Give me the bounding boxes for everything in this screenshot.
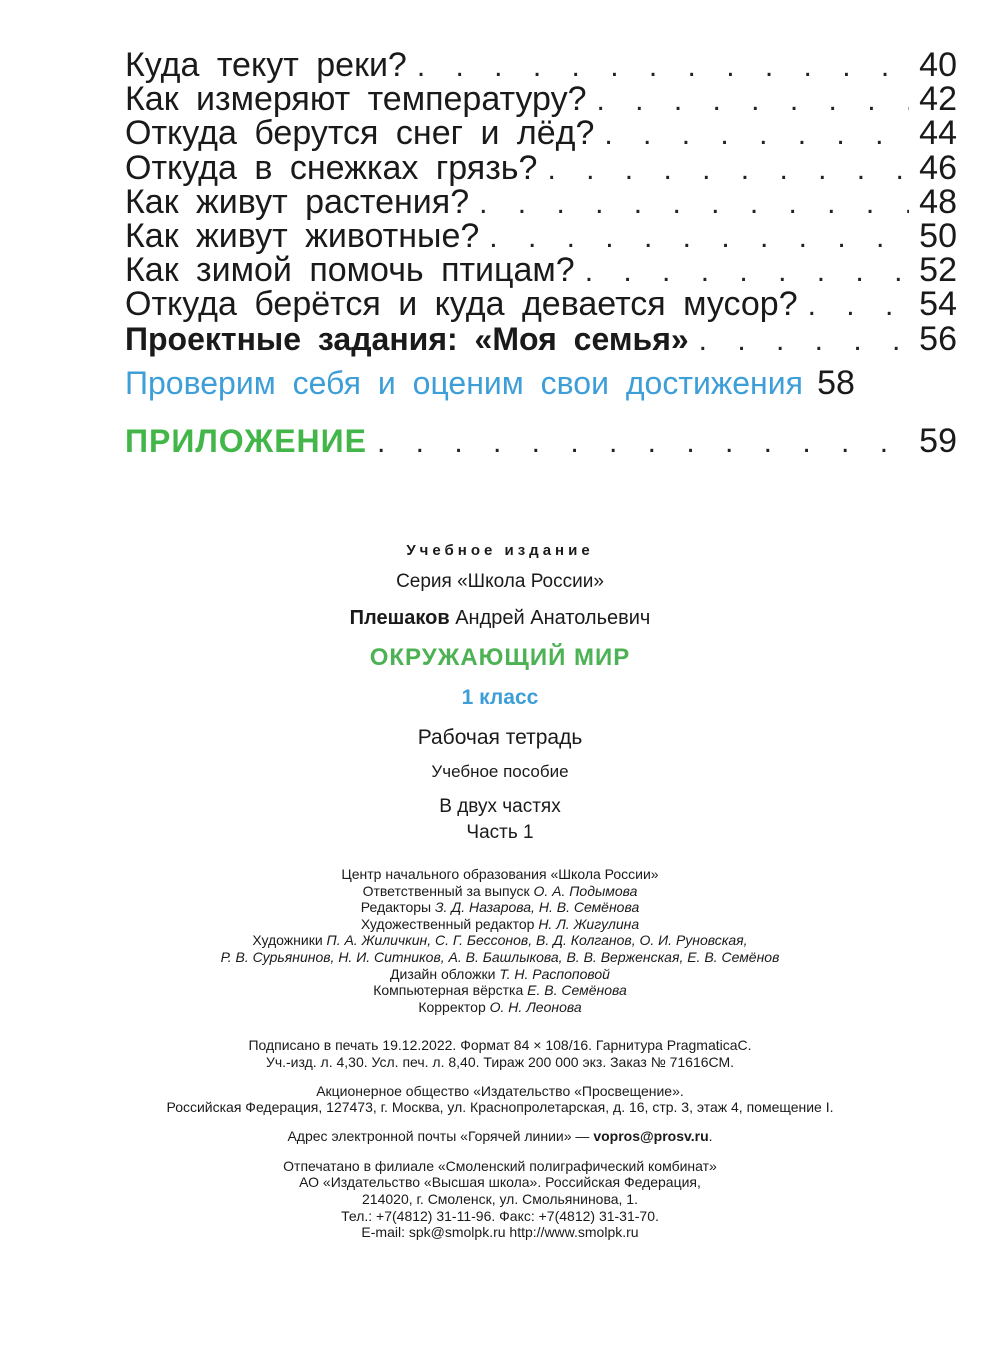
book-category: Учебное пособие: [431, 762, 569, 781]
printer-line: 214020, г. Смоленск, ул. Смольянинова, 1.: [362, 1190, 638, 1207]
toc-entry-appendix: [125, 421, 957, 468]
subject-title: ОКРУЖАЮЩИЙ МИР: [369, 644, 631, 671]
printer-line: E-mail: spk@smolpk.ru http://www.smolpk.ru: [361, 1224, 639, 1241]
toc-entry-page: 40: [919, 46, 957, 84]
dot-leader: [604, 118, 909, 152]
print-line: Уч.-изд. л. 4,30. Усл. печ. л. 8,40. Тираж 200 000 экз. Заказ № 71616СМ.: [265, 1053, 735, 1070]
toc-entry: [125, 285, 957, 324]
toc-entry: [125, 148, 957, 187]
credit-line: [0, 966, 1000, 983]
print-line: Подписано в печать 19.12.2022. Формат 84 × 108/16. Гарнитура PragmaticaC.: [248, 1037, 752, 1054]
toc-entry-title: Как живут животные?: [125, 216, 480, 255]
toc-entry-title: Откуда берутся снег и лёд?: [125, 114, 595, 153]
credit-line: [0, 883, 1000, 900]
part-number: Часть 1: [466, 822, 534, 843]
email-address: vopros@prosv.ru: [593, 1127, 709, 1144]
toc-entry-title: Проектные задания: «Моя семья»: [125, 320, 689, 357]
toc-entry-title: Откуда берётся и куда девается мусор?: [125, 285, 798, 324]
toc-entry: [125, 114, 957, 153]
credit-line: [0, 999, 1000, 1016]
printer-info: [0, 1158, 1000, 1241]
credit-role: Художники: [252, 932, 327, 949]
toc-entry: [125, 216, 957, 255]
toc-entry-page: 48: [919, 182, 957, 221]
toc-entry-page: 54: [919, 285, 957, 324]
author-last-name: Плешаков: [349, 607, 450, 629]
dot-leader: [699, 324, 909, 358]
edition-type: Учебное издание: [406, 542, 594, 559]
toc-entry: [125, 251, 957, 290]
parts-count: В двух частях: [439, 796, 561, 817]
toc-entry-title: Как зимой помочь птицам?: [125, 251, 575, 290]
dot-leader: [377, 426, 909, 460]
toc-entry-page: 56: [919, 319, 957, 358]
credit-role: Компьютерная вёрстка: [373, 982, 528, 999]
credit-names: З. Д. Назарова, Н. В. Семёнова: [434, 899, 640, 916]
book-type: Рабочая тетрадь: [417, 726, 583, 749]
credit-line: [0, 932, 1000, 949]
credit-line: [0, 949, 1000, 966]
toc-entry: [125, 182, 957, 221]
credit-names: Т. Н. Распоповой: [499, 965, 610, 982]
printer-line: Отпечатано в филиале «Смоленский полиграфический комбинат»: [283, 1157, 717, 1174]
credit-role: Корректор: [418, 998, 490, 1015]
education-center: Центр начального образования «Школа России»: [341, 866, 659, 882]
toc-entry-title: ПРИЛОЖЕНИЕ: [125, 422, 367, 459]
toc-entry-page: 42: [919, 80, 957, 119]
toc-entry: [125, 48, 957, 82]
credit-names: Р. В. Сурьянинов, Н. И. Ситников, А. В. Башлыкова, В. В. Верженская, Е. В. Семёнов: [220, 948, 780, 965]
credit-names: П. А. Жиличкин, С. Г. Бессонов, В. Д. Колганов, О. И. Руновская,: [326, 932, 748, 949]
table-of-contents: [125, 48, 957, 468]
credits-list: [0, 866, 1000, 1015]
author-first-names: Андрей Анатольевич: [449, 607, 651, 629]
publisher-line: Российская Федерация, 127473, г. Москва, ул. Краснопролетарская, д. 16, стр. 3, этаж 4, помещение I.: [166, 1099, 834, 1116]
dot-leader: [547, 153, 909, 187]
printer-line: АО «Издательство «Высшая школа». Российская Федерация,: [299, 1174, 701, 1191]
toc-entry-page: 44: [919, 114, 957, 153]
credit-role: Ответственный за выпуск: [362, 882, 534, 899]
credit-line: [0, 982, 1000, 999]
toc-entry-projects: [125, 319, 957, 358]
credit-role: Редакторы: [360, 899, 435, 916]
toc-entry-title: Откуда в снежках грязь?: [125, 148, 538, 187]
printer-line: Тел.: +7(4812) 31-11-96. Факс: +7(4812) 31-31-70.: [341, 1207, 659, 1224]
toc-entry-page: 59: [919, 421, 957, 460]
credit-names: Е. В. Семёнова: [527, 982, 627, 999]
print-details: [0, 1037, 1000, 1070]
credit-role: Дизайн обложки: [390, 965, 500, 982]
dot-leader: [585, 255, 909, 289]
dot-leader: [489, 221, 909, 255]
publisher-info: [0, 1083, 1000, 1116]
dot-leader: [597, 84, 910, 118]
toc-entry-title: Проверим себя и оценим свои достижения: [125, 364, 803, 401]
hotline-email: [0, 1128, 1000, 1144]
toc-entry-page: 46: [919, 148, 957, 187]
series-name: Серия «Школа России»: [396, 571, 604, 592]
toc-entry-self-check: [125, 363, 957, 406]
imprint-block: [0, 538, 1000, 1241]
toc-entry: [125, 80, 957, 119]
dot-leader: [479, 187, 909, 221]
credit-line: [0, 899, 1000, 916]
credit-line: [0, 916, 1000, 933]
toc-entry-page: 50: [919, 216, 957, 255]
toc-entry-page: 52: [919, 251, 957, 290]
credit-names: О. А. Подымова: [533, 882, 638, 899]
credit-role: Художественный редактор: [360, 915, 539, 932]
toc-entry-page: 58: [817, 363, 855, 402]
email-suffix: .: [708, 1127, 713, 1144]
toc-entry-title: Как живут растения?: [125, 182, 470, 221]
dot-leader: [808, 289, 909, 323]
publisher-line: Акционерное общество «Издательство «Просвещение».: [316, 1082, 684, 1099]
author: [0, 607, 1000, 630]
dot-leader: [417, 50, 909, 84]
credit-names: Н. Л. Жигулина: [538, 915, 640, 932]
toc-entry-title: Куда текут реки?: [125, 46, 407, 84]
email-label: Адрес электронной почты «Горячей линии» —: [287, 1127, 594, 1144]
credit-names: О. Н. Леонова: [489, 998, 582, 1015]
toc-entry-title: Как измеряют температуру?: [125, 80, 587, 119]
grade-label: 1 класс: [461, 686, 539, 709]
